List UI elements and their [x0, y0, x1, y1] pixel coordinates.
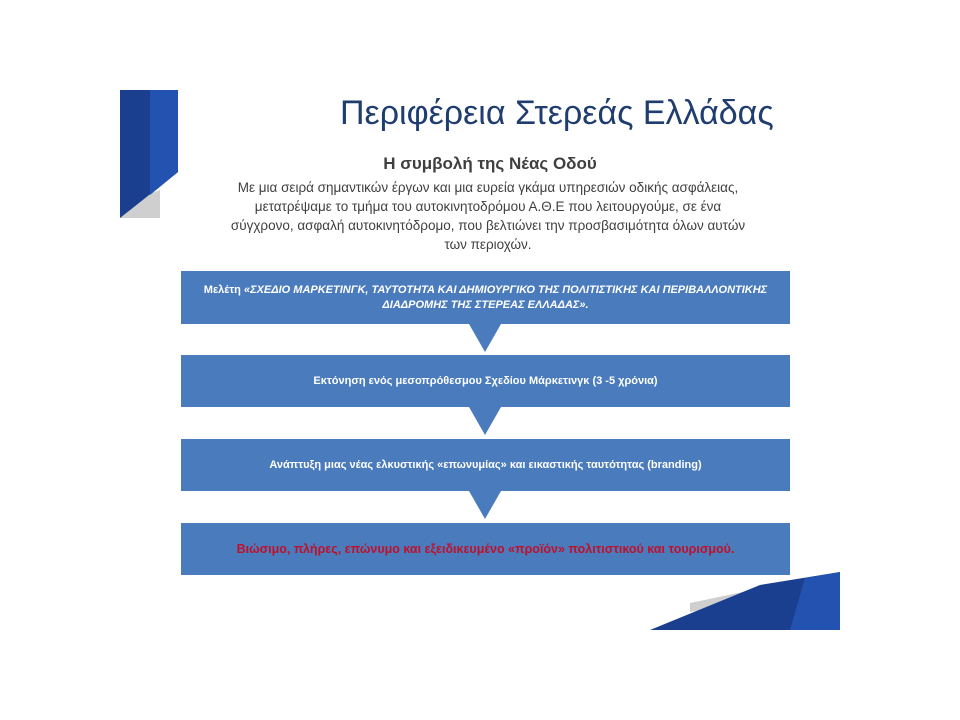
slide-title: Περιφέρεια Στερεάς Ελλάδας	[340, 94, 774, 132]
flow-step-1-label: Μελέτη	[203, 283, 244, 296]
flow-step-3-text: Ανάπτυξη μιας νέας ελκυστικής «επωνυμίας» και εικαστικής ταυτότητας (branding)	[269, 458, 702, 471]
flow-arrow-1	[469, 324, 501, 352]
slide-subtitle: Η συμβολή της Νέας Οδού	[383, 154, 597, 173]
flow-arrow-2	[469, 407, 501, 435]
flow-step-1-text	[201, 283, 770, 313]
flow-step-2-text: Εκτόνηση ενός μεσοπρόθεσμου Σχεδίου Μάρκετινγκ (3 -5 χρόνια)	[313, 374, 658, 387]
flow-step-4-text: Βιώσιμο, πλήρες, επώνυμο και εξειδικευμένο «προϊόν» πολιτιστικού και τουρισμού.	[236, 541, 735, 556]
flow-step-1	[181, 271, 790, 324]
flow-step-2	[181, 355, 790, 407]
flow-step-4	[181, 523, 790, 575]
flow-arrow-3	[469, 491, 501, 519]
top-left-mid-shape	[150, 90, 178, 195]
intro-paragraph: Με μια σειρά σημαντικών έργων και μια ευρεία γκάμα υπηρεσιών οδικής ασφάλειας, μετατρέψαμε το τμήμα του αυτοκινητοδρόμου Α.Θ.Ε που λειτουργούμε, σε ένα σύγχρονο, ασφαλή αυτοκινητόδρομο, που βελτιώνει την προσβασιμότητα όλων αυτών των περιοχών.	[230, 180, 746, 252]
flow-step-1-quote: «ΣΧΕΔΙΟ ΜΑΡΚΕΤΙΝΓΚ, ΤΑΥΤΟΤΗΤΑ ΚΑΙ ΔΗΜΙΟΥΡΓΙΚΟ ΤΗΣ ΠΟΛΙΤΙΣΤΙΚΗΣ ΚΑΙ ΠΕΡΙΒΑΛΛΟΝΤΙΚΗΣ ΔΙΑΔΡΟΜΗΣ ΤΗΣ ΣΤΕΡΕΑΣ ΕΛΛΑΔΑΣ».	[243, 283, 768, 311]
flow-step-3	[181, 439, 790, 491]
